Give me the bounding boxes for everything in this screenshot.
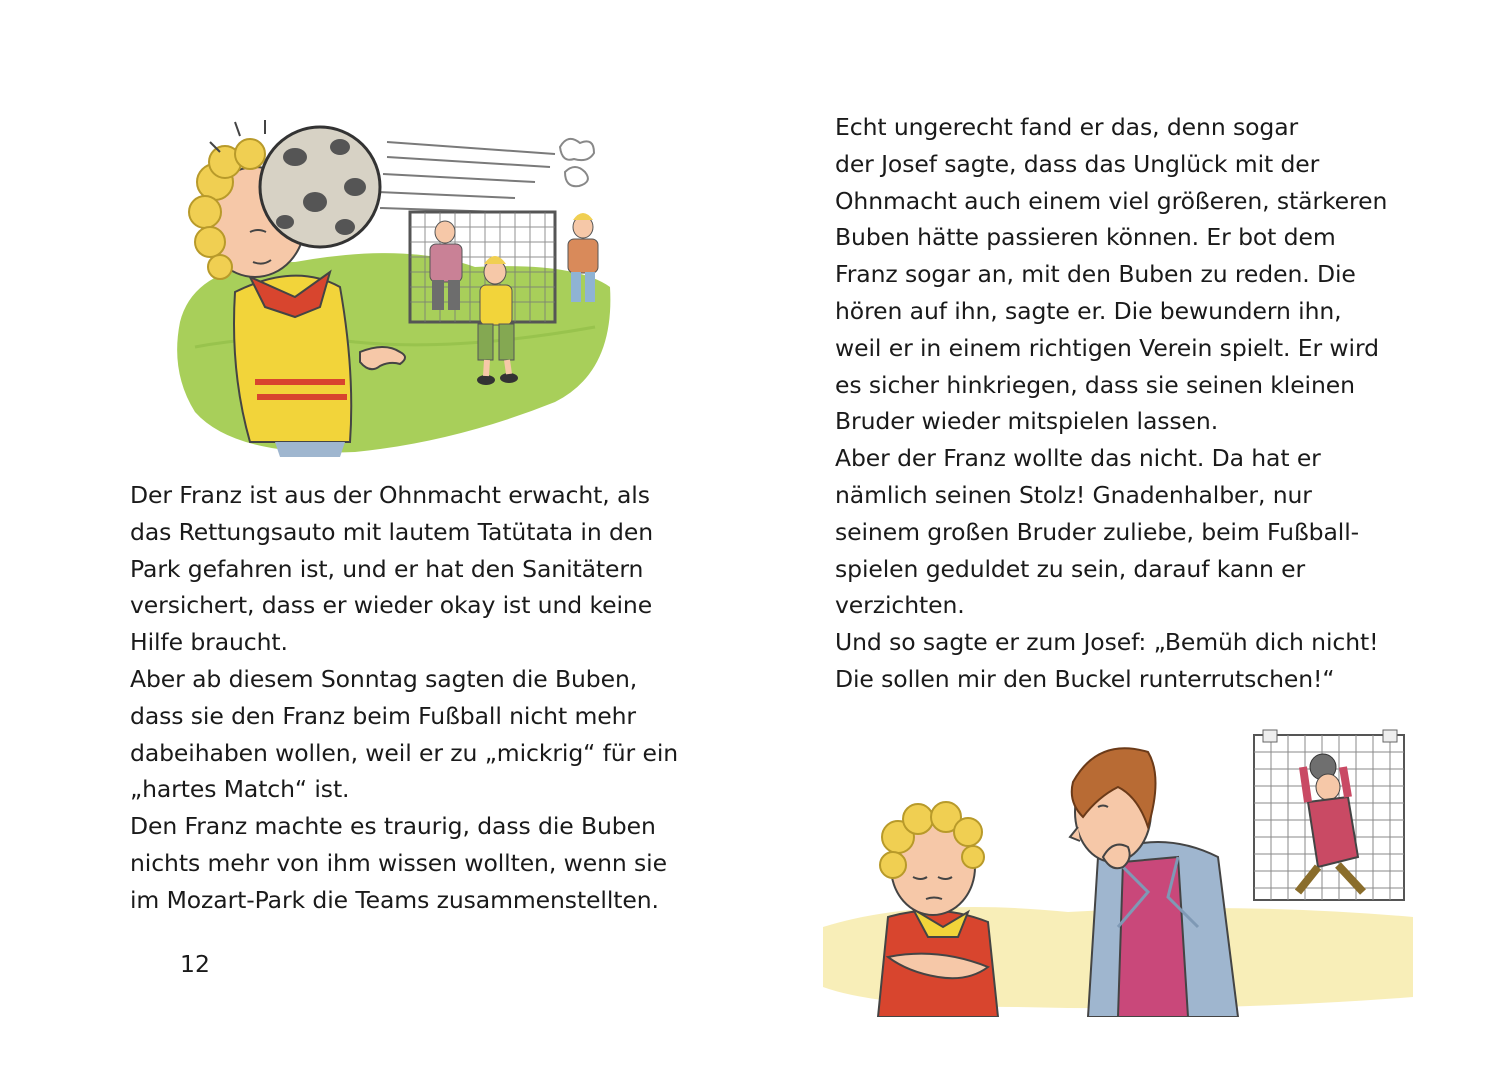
text-line: „hartes Match“ ist. <box>130 775 350 804</box>
text-line: der Josef sagte, dass das Unglück mit der <box>835 149 1320 178</box>
text-line: es sicher hinkriegen, dass sie seinen kleinen <box>835 370 1355 399</box>
text-line: nämlich seinen Stolz! Gnadenhalber, nur <box>835 480 1312 509</box>
text-line: nichts mehr von ihm wissen wollten, wenn sie <box>130 848 667 877</box>
text-line: im Mozart-Park die Teams zusammenstellten. <box>130 885 659 914</box>
text-line: Echt ungerecht fand er das, denn sogar <box>835 113 1299 141</box>
soccer-header-illustration-icon <box>155 112 620 457</box>
text-line: spielen geduldet zu sein, darauf kann er <box>835 554 1306 583</box>
brothers-talking-illustration-icon <box>818 727 1418 1017</box>
text-line: Franz sogar an, mit den Buben zu reden. Die <box>835 260 1356 289</box>
text-line: Buben hätte passieren können. Er bot dem <box>835 223 1336 252</box>
text-line: Der Franz ist aus der Ohnmacht erwacht, als <box>130 481 650 509</box>
text-line: Park gefahren ist, und er hat den Sanitätern <box>130 554 644 583</box>
text-line: Aber ab diesem Sonntag sagten die Buben, <box>130 664 638 693</box>
text-line: Ohnmacht auch einem viel größeren, stärkeren <box>835 186 1388 215</box>
text-line: seinem großen Bruder zuliebe, beim Fußball- <box>835 517 1360 546</box>
text-line: Aber der Franz wollte das nicht. Da hat er <box>835 444 1321 473</box>
page-number: 12 <box>180 950 210 978</box>
left-page-paragraph <box>130 477 678 919</box>
text-line: Hilfe braucht. <box>130 628 288 657</box>
text-line: weil er in einem richtigen Verein spielt. Er wird <box>835 333 1379 362</box>
text-line: verzichten. <box>835 591 965 620</box>
text-line: dass sie den Franz beim Fußball nicht mehr <box>130 701 636 730</box>
text-line: hören auf ihn, sagte er. Die bewundern ihn, <box>835 296 1342 325</box>
text-line: Bruder wieder mitspielen lassen. <box>835 407 1219 436</box>
text-line: das Rettungsauto mit lautem Tatütata in den <box>130 517 653 546</box>
text-line: Die sollen mir den Buckel runterrutschen!“ <box>835 664 1335 693</box>
text-line: Und so sagte er zum Josef: „Bemüh dich nicht! <box>835 628 1379 657</box>
text-line: versichert, dass er wieder okay ist und keine <box>130 591 653 620</box>
text-line: Den Franz machte es traurig, dass die Buben <box>130 812 656 841</box>
text-line: dabeihaben wollen, weil er zu „mickrig“ für ein <box>130 738 679 767</box>
right-page-paragraph <box>835 109 1387 698</box>
